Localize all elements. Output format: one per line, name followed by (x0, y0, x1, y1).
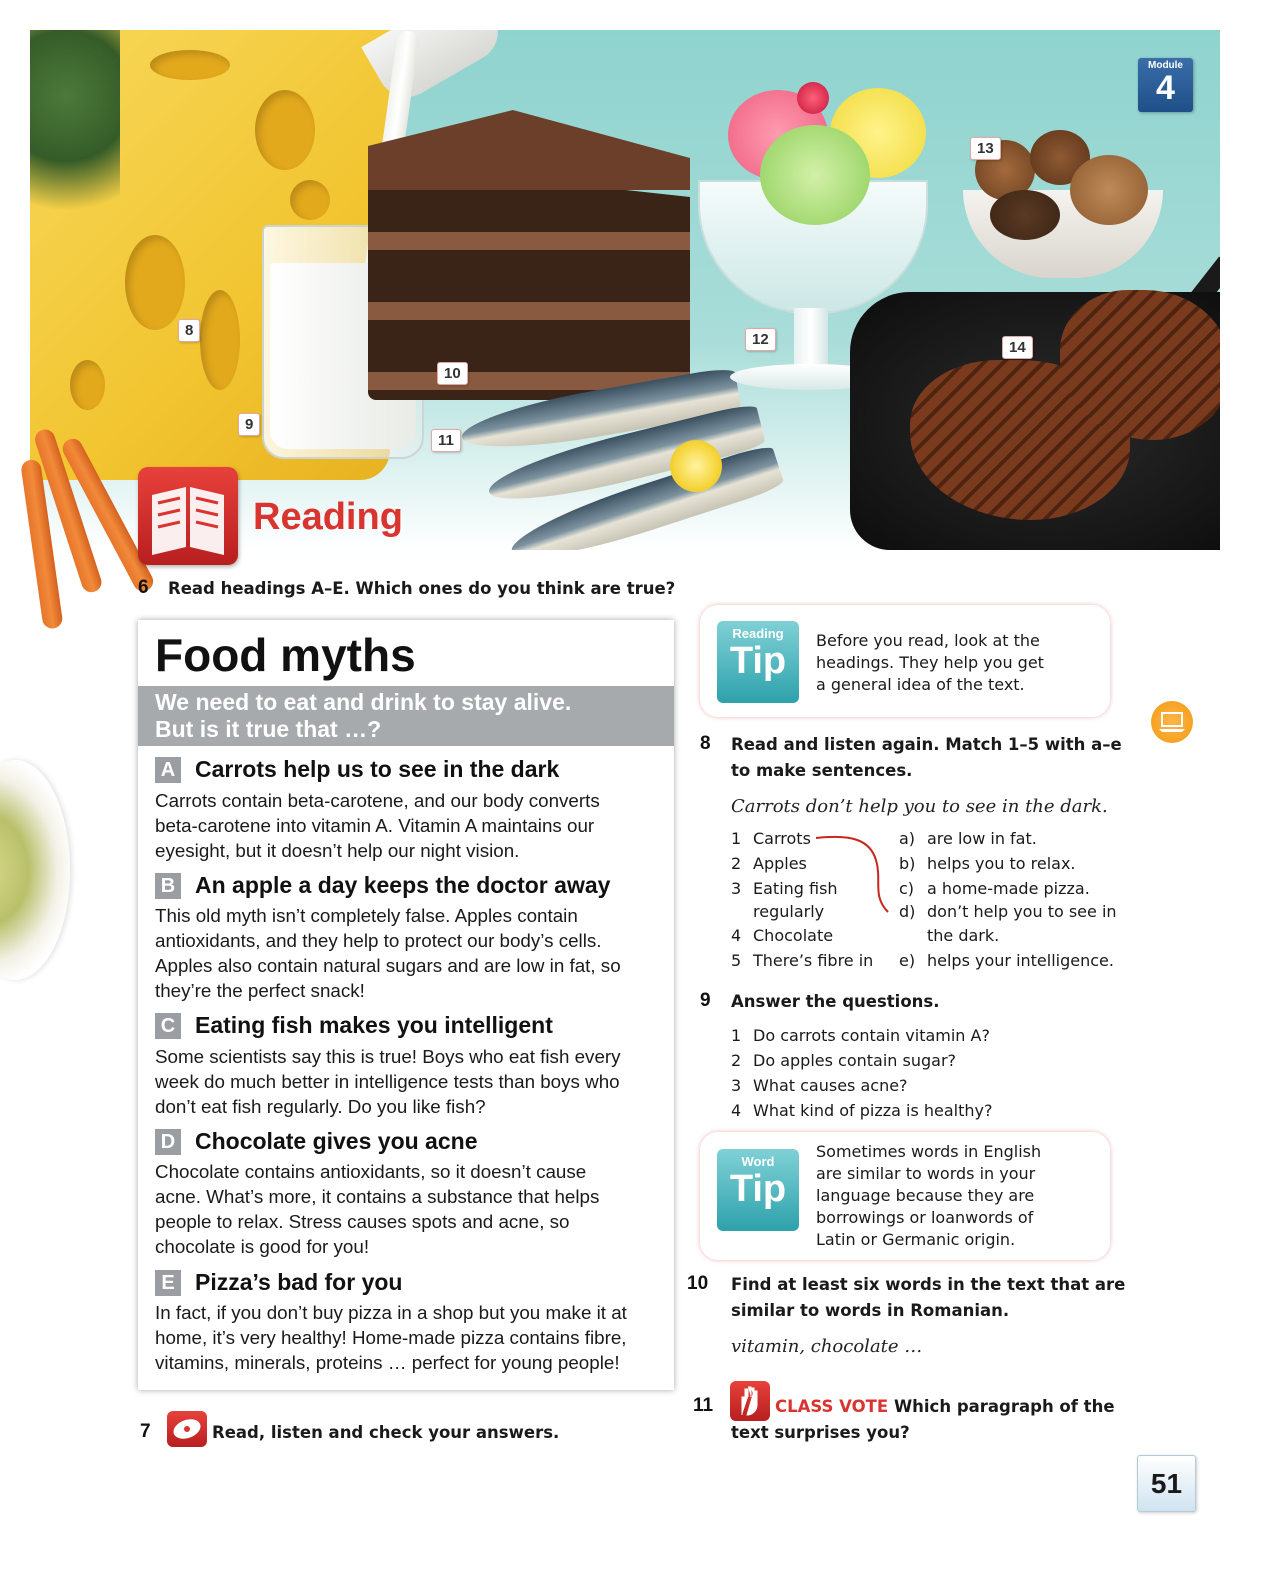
myth-line: Chocolate contains antioxidants, so it doesn’t cause (155, 1161, 587, 1182)
tip-icon-small-text: Word (741, 1154, 775, 1169)
question-number: 2 (731, 1051, 742, 1070)
instruction-line: to make sentences. (731, 761, 913, 780)
question-text: What kind of pizza is healthy? (753, 1101, 993, 1120)
question-item (731, 1073, 993, 1098)
article-subtitle-line: We need to eat and drink to stay alive. (155, 689, 572, 715)
question-item (731, 1098, 993, 1123)
myth-line: vitamins, minerals, proteins … perfect for young people! (155, 1352, 620, 1373)
match-text: helps your intelligence. (927, 951, 1114, 970)
exercise-7-number: 7 (140, 1421, 151, 1442)
myth-line: chocolate is good for you! (155, 1236, 370, 1257)
exercise-8-example: Carrots don’t help you to see in the dark. (731, 796, 1108, 817)
myth-c-body (155, 1044, 665, 1119)
myth-line: beta-carotene into vitamin A. Vitamin A maintains our (155, 815, 595, 836)
reading-tip-box (700, 605, 1110, 717)
exercise-9-instruction: Answer the questions. (731, 992, 940, 1011)
myth-e-body (155, 1300, 665, 1375)
tip-line: language because they are (816, 1186, 1035, 1205)
match-item-left (731, 948, 891, 973)
match-item-right (899, 876, 1129, 899)
salad-bowl-image (0, 760, 70, 980)
reading-tip-text (816, 630, 1044, 696)
myth-line: people to relax. Stress causes spots and acne, so (155, 1211, 570, 1232)
raised-hand-icon (730, 1381, 770, 1421)
article-subtitle (138, 686, 674, 746)
match-number: 5 (731, 951, 742, 970)
exercise-11-instruction-line2: text surprises you? (731, 1423, 910, 1442)
photo-label-10: 10 (437, 362, 468, 385)
exercise-9-number: 9 (700, 990, 711, 1011)
myth-line: In fact, if you don’t buy pizza in a shop but you make it at (155, 1302, 627, 1323)
match-text: helps you to relax. (927, 854, 1076, 873)
myth-d-body (155, 1159, 665, 1259)
tip-line: are similar to words in your (816, 1164, 1036, 1183)
exercise-11-instruction (775, 1394, 1115, 1420)
match-item-right (899, 899, 1129, 923)
myth-line: don’t eat fish regularly. Do you like fish? (155, 1096, 486, 1117)
photo-label-12: 12 (745, 328, 776, 351)
page-number: 51 (1137, 1455, 1196, 1512)
instruction-line: similar to words in Romanian. (731, 1301, 1010, 1320)
myth-line: Carrots contain beta-carotene, and our body converts (155, 790, 600, 811)
photo-label-14: 14 (1002, 336, 1033, 359)
myth-line: week do much better in intelligence tests than boys who (155, 1071, 620, 1092)
tip-icon (717, 621, 799, 703)
photo-label-11: 11 (431, 429, 461, 452)
exercise-6-instruction: Read headings A–E. Which ones do you think are true? (168, 579, 676, 598)
match-item-right (899, 923, 1129, 948)
nut-image (990, 190, 1060, 240)
photo-label-13: 13 (970, 137, 1001, 160)
match-text: There’s fibre in (753, 951, 874, 970)
tip-icon-big-text: Tip (729, 1168, 787, 1210)
ice-cream-stem-image (794, 308, 828, 368)
myth-b-body (155, 903, 665, 1003)
myth-heading-text: An apple a day keeps the doctor away (195, 872, 611, 898)
tip-line: Latin or Germanic origin. (816, 1230, 1016, 1249)
myth-a-heading (155, 756, 559, 783)
word-tip-text (816, 1141, 1041, 1251)
match-item-right (899, 851, 1129, 876)
tip-icon-small-text: Reading (732, 626, 784, 641)
laptop-icon[interactable] (1151, 701, 1193, 743)
exercise-10-instruction (731, 1272, 1125, 1324)
article-title: Food myths (155, 629, 416, 681)
exercise-10-example: vitamin, chocolate … (731, 1336, 923, 1357)
myth-line: home, it’s very healthy! Home-made pizza contains fibre, (155, 1327, 627, 1348)
module-number: 4 (1156, 69, 1175, 107)
tip-line: headings. They help you get (816, 653, 1044, 672)
tip-line: Sometimes words in English (816, 1142, 1042, 1161)
exercise-9-questions (731, 1023, 993, 1123)
match-text: the dark. (927, 926, 1000, 945)
myth-heading-text: Eating fish makes you intelligent (195, 1012, 553, 1038)
match-text: a home-made pizza. (927, 879, 1090, 898)
instruction-text: Which paragraph of the (893, 1397, 1115, 1416)
myth-letter-c: C (155, 1013, 181, 1039)
myth-heading-text: Carrots help us to see in the dark (195, 756, 560, 782)
photo-label-8: 8 (178, 319, 200, 342)
question-number: 3 (731, 1076, 742, 1095)
match-number: 1 (731, 829, 742, 848)
word-tip-box (700, 1132, 1110, 1260)
photo-label-9: 9 (238, 413, 260, 436)
match-right-column (899, 826, 1129, 973)
myth-letter-a: A (155, 757, 181, 783)
myth-line: eyesight, but it doesn’t help our night vision. (155, 840, 520, 861)
match-number: 3 (731, 879, 742, 898)
match-text: are low in fat. (927, 829, 1037, 848)
food-myths-article (138, 620, 674, 1390)
myth-heading-text: Chocolate gives you acne (195, 1128, 478, 1154)
match-number: 2 (731, 854, 742, 873)
module-word: Module (1148, 60, 1183, 71)
class-vote-label: CLASS VOTE (775, 1397, 889, 1416)
exercise-7-instruction: Read, listen and check your answers. (212, 1423, 560, 1442)
section-title: Reading (253, 496, 403, 538)
tip-line: borrowings or loanwords of (816, 1208, 1034, 1227)
myth-e-heading (155, 1269, 402, 1296)
question-text: Do carrots contain vitamin A? (753, 1026, 990, 1045)
audio-cd-icon[interactable] (167, 1411, 207, 1447)
exercise-8-number: 8 (700, 733, 711, 754)
question-text: What causes acne? (753, 1076, 908, 1095)
herb-image (30, 30, 120, 250)
match-item-right (899, 826, 1129, 851)
myth-heading-text: Pizza’s bad for you (195, 1269, 403, 1295)
myth-line: Apples also contain natural sugars and are low in fat, so (155, 955, 621, 976)
myth-letter-d: D (155, 1129, 181, 1155)
myth-line: This old myth isn’t completely false. Apples contain (155, 905, 578, 926)
match-item-right (899, 948, 1129, 973)
lemon-image (670, 440, 722, 492)
ice-cream-scoop (760, 125, 870, 225)
match-number: 4 (731, 926, 742, 945)
match-text: regularly (753, 902, 825, 921)
match-letter: a) (899, 829, 916, 848)
myth-d-heading (155, 1128, 477, 1155)
exercise-11-number: 11 (693, 1395, 714, 1416)
match-letter: c) (899, 879, 915, 898)
cake-frosting-image (368, 110, 690, 190)
exercise-10-number: 10 (687, 1273, 709, 1294)
match-letter: b) (899, 854, 916, 873)
tip-line: Before you read, look at the (816, 631, 1040, 650)
raspberry-image (797, 82, 829, 114)
exercise-8-instruction (731, 732, 1122, 784)
article-subtitle-line: But is it true that …? (155, 716, 382, 742)
match-letter: e) (899, 951, 916, 970)
myth-line: they’re the perfect snack! (155, 980, 365, 1001)
match-text: Carrots (753, 829, 811, 848)
module-badge (1138, 58, 1193, 112)
book-icon (138, 467, 238, 565)
myth-letter-e: E (155, 1270, 181, 1296)
match-text: Eating fish (753, 879, 838, 898)
myth-b-heading (155, 872, 610, 899)
nut-image (1070, 155, 1148, 225)
question-item (731, 1023, 993, 1048)
tip-icon (717, 1149, 799, 1231)
question-number: 1 (731, 1026, 742, 1045)
myth-letter-b: B (155, 873, 181, 899)
tip-icon-big-text: Tip (729, 640, 787, 682)
myth-a-body (155, 788, 665, 863)
myth-line: Some scientists say this is true! Boys who eat fish every (155, 1046, 621, 1067)
instruction-line: Read and listen again. Match 1–5 with a–e (731, 735, 1122, 754)
question-item (731, 1048, 993, 1073)
match-connector-line (812, 830, 894, 920)
exercise-6-number: 6 (138, 577, 149, 598)
match-text: Chocolate (753, 926, 834, 945)
instruction-line: Find at least six words in the text that are (731, 1275, 1126, 1294)
myth-line: antioxidants, and they help to protect our body’s cells. (155, 930, 602, 951)
match-text: don’t help you to see in (927, 902, 1117, 921)
question-number: 4 (731, 1101, 742, 1120)
myth-c-heading (155, 1012, 553, 1039)
match-text: Apples (753, 854, 807, 873)
question-text: Do apples contain sugar? (753, 1051, 957, 1070)
tip-line: a general idea of the text. (816, 675, 1025, 694)
myth-line: acne. What’s more, it contains a substance that helps (155, 1186, 600, 1207)
match-item-left (731, 923, 891, 948)
match-letter: d) (899, 902, 916, 921)
